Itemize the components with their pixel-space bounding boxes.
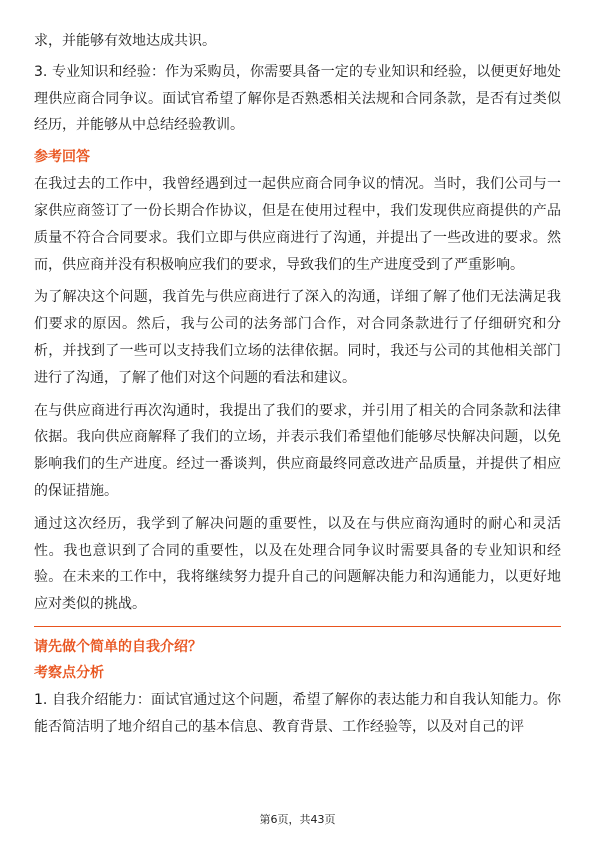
answer-paragraph-4: 通过这次经历，我学到了解决问题的重要性，以及在与供应商沟通时的耐心和灵活性。我也意识到了合同的重要性，以及在处理合同争议时需要具备的专业知识和经验。在未来的工作中，我将继续努力提升自己的问题解决能力和沟通能力，以更好地应对类似的挑战。 [34,515,561,613]
analysis-point-1-paragraph: 1. 自我介绍能力：面试官通过这个问题，希望了解你的表达能力和自我认知能力。你能否简洁明了地介绍自己的基本信息、教育背景、工作经验等，以及对自己的评 [34,691,561,735]
answer-heading: 参考回答 [34,149,90,166]
section-divider [34,626,561,627]
answer-paragraph-1: 在我过去的工作中，我曾经遇到过一起供应商合同争议的情况。当时，我们公司与一家供应商签订了一份长期合作协议，但是在使用过程中，我们发现供应商提供的产品质量不符合合同要求。我们立即与供应商进行了沟通，并提出了一些改进的要求。然而，供应商并没有积极响应我们的要求，导致我们的生产进度受到了严重影响。 [34,176,561,273]
page-number-footer: 第6页，共43页 [259,813,336,826]
intro-tail-paragraph: 求，并能够有效地达成共识。 [34,33,216,49]
answer-paragraph-3: 在与供应商进行再次沟通时，我提出了我们的要求，并引用了相关的合同条款和法律依据。我向供应商解释了我们的立场，并表示我们希望他们能够尽快解决问题，以免影响我们的生产进度。经过一番谈判，供应商最终同意改进产品质量，并提供了相应的保证措施。 [34,402,561,499]
point-3-paragraph: 3. 专业知识和经验：作为采购员，你需要具备一定的专业知识和经验，以便更好地处理供应商合同争议。面试官希望了解你是否熟悉相关法规和合同条款，是否有过类似经历，并能够从中总结经验教训。 [34,63,561,134]
page-content [34,28,561,747]
analysis-heading: 考察点分析 [34,664,104,681]
question-heading: 请先做个简单的自我介绍？ [34,638,202,655]
answer-paragraph-2: 为了解决这个问题，我首先与供应商进行了深入的沟通，详细了解了他们无法满足我们要求的原因。然后，我与公司的法务部门合作，对合同条款进行了仔细研究和分析，并找到了一些可以支持我们立场的法律依据。同时，我还与公司的其他相关部门进行了沟通，了解了他们对这个问题的看法和建议。 [34,289,561,386]
